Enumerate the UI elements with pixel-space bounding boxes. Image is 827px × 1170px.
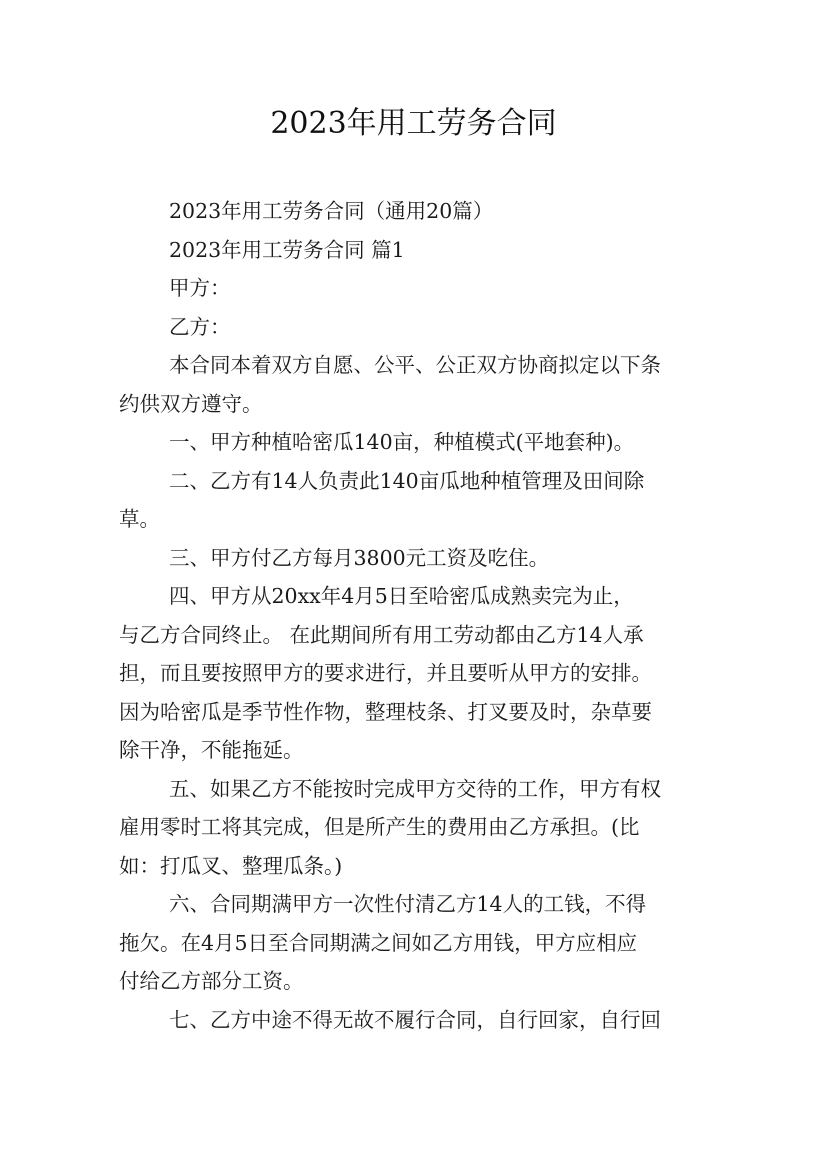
document-line: 五、如果乙方不能按时完成甲方交待的工作，甲方有权 xyxy=(169,776,661,801)
document-line: 拖欠。在4月5日至合同期满之间如乙方用钱，甲方应相应 xyxy=(119,930,638,955)
document-line: 雇用零时工将其完成，但是所产生的费用由乙方承担。(比 xyxy=(119,815,640,839)
document-line: 草。 xyxy=(119,507,160,531)
document-title: 2023年用工劳务合同 xyxy=(270,106,557,141)
document-line: 三、甲方付乙方每月3800元工资及吃住。 xyxy=(169,545,550,570)
document-line: 乙方： xyxy=(169,314,231,339)
document-line: 一、甲方种植哈密瓜140亩，种植模式(平地套种)。 xyxy=(169,430,635,454)
document-line: 甲方： xyxy=(169,276,231,300)
document-line: 六、合同期满甲方一次性付清乙方14人的工钱，不得 xyxy=(169,892,647,916)
document-line: 2023年用工劳务合同 篇1 xyxy=(169,237,405,262)
document-body xyxy=(119,192,711,1039)
document-line: 约供双方遵守。 xyxy=(119,391,263,416)
document-line: 二、乙方有14人负责此140亩瓜地种植管理及田间除 xyxy=(169,468,645,493)
document-line: 付给乙方部分工资。 xyxy=(119,969,304,993)
document-line: 因为哈密瓜是季节性作物，整理枝条、打叉要及时，杂草要 xyxy=(119,699,652,724)
document-line: 与乙方合同终止。 在此期间所有用工劳动都由乙方14人承 xyxy=(119,622,644,647)
document-line: 担，而且要按照甲方的要求进行，并且要听从甲方的安排。 xyxy=(119,661,652,685)
document-line: 四、甲方从20xx年4月5日至哈密瓜成熟卖完为止， xyxy=(169,584,634,608)
document-line: 七、乙方中途不得无故不履行合同，自行回家，自行回 xyxy=(169,1007,661,1032)
document-line: 除干净，不能拖延。 xyxy=(119,738,304,762)
document-line: 本合同本着双方自愿、公平、公正双方协商拟定以下条 xyxy=(169,353,661,377)
document-line: 2023年用工劳务合同（通用20篇） xyxy=(169,199,494,223)
document-line: 如：打瓜叉、整理瓜条。) xyxy=(119,853,343,878)
